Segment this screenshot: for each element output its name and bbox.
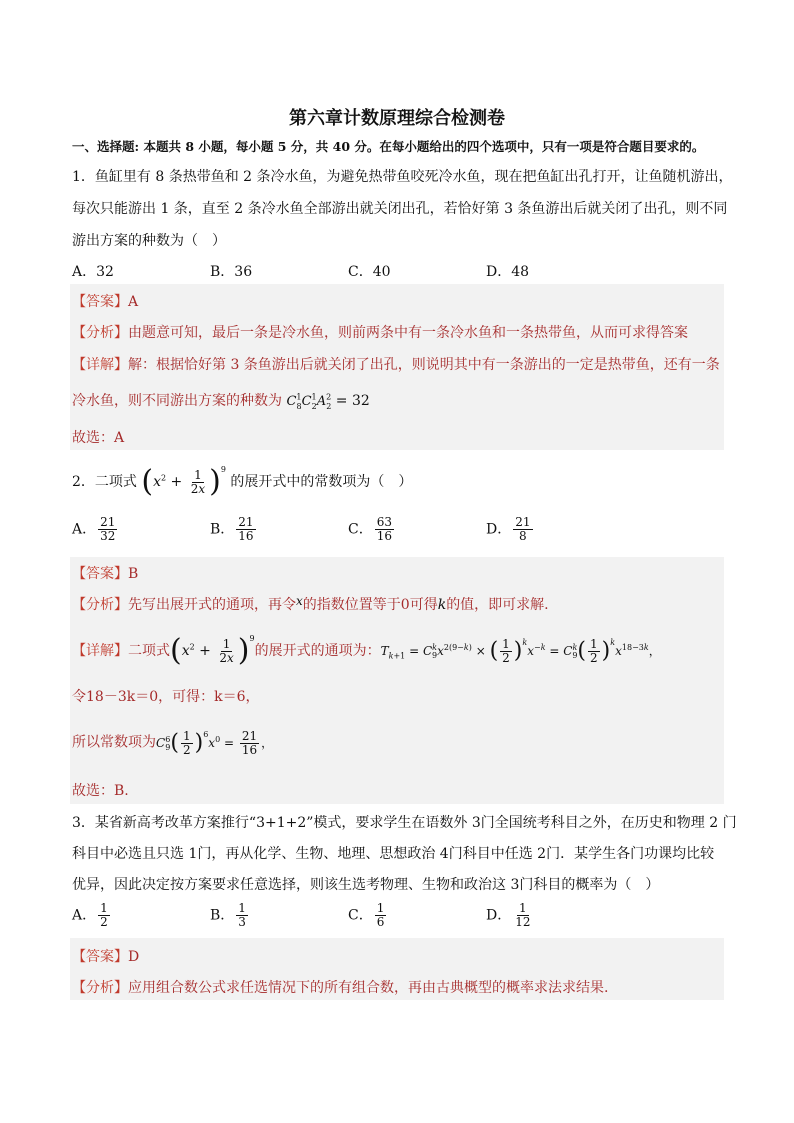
q3-option-a: A． $\frac{1}{2}$ xyxy=(72,901,108,929)
detail-tag: 【详解】 xyxy=(72,357,128,373)
combination-formula: $C^1_8C^1_2A^2_2$ xyxy=(286,392,332,411)
analysis-text: 先写出展开式的通项，再令 xyxy=(128,597,296,613)
q1-option-b: B．36 xyxy=(210,264,253,280)
q3-stem-line1: 3．某省新高考改革方案推行“3+1+2”模式，要求学生在语数外 3门全国统考科目之外，在历史和物理 2 门 xyxy=(72,815,737,831)
q2-suffix: 的展开式中的常数项为（ ） xyxy=(230,474,413,490)
q2-constant-term xyxy=(72,728,273,758)
analysis-text: 应用组合数公式求任选情况下的所有组合数，再由古典概型的概率求法求结果. xyxy=(128,980,609,996)
page-title: 第六章计数原理综合检测卷 xyxy=(289,108,505,129)
detail-text: 解：根据恰好第 3 条鱼游出后就关闭了出孔，则说明其中有一条游出的一定是热带鱼，还有一条 xyxy=(128,357,720,373)
answer-value: A xyxy=(128,294,139,310)
q2-option-b: B． $\frac{21}{16}$ xyxy=(210,515,254,543)
detail-text: 的展开式的通项为： xyxy=(254,643,381,659)
q2-option-a: A． $\frac{21}{32}$ xyxy=(72,515,116,543)
q1-answer xyxy=(72,291,138,311)
analysis-text: 由题意可知，最后一条是冷水鱼，则前两条中有一条冷水鱼和一条热带鱼，从而可求得答案 xyxy=(128,325,688,341)
answer-value: D xyxy=(128,949,140,965)
detail-text: 二项式 xyxy=(128,643,170,659)
q2-prefix: 2．二项式 xyxy=(72,474,137,490)
q2-stem xyxy=(72,465,412,497)
q1-stem-line3: 游出方案的种数为（ ） xyxy=(72,233,226,249)
q3-option-d: D． $\frac{1}{12}$ xyxy=(486,901,531,929)
general-term-formula: $T_{k+1} = C^k_9x^{2(9-k)}$ × ( $\frac{1}{2}$ )$^kx^{-k} = C^k_9$( $\frac{1}{2}$ )$^kx^{18-3k}$， xyxy=(380,637,661,665)
q1-stem-line2: 每次只能游出 1 条，直至 2 条冷水鱼全部游出就关闭出孔，若恰好第 3 条鱼游出后就关闭了出孔，则不同 xyxy=(72,201,728,217)
q1-stem-line1: 1．鱼缸里有 8 条热带鱼和 2 条冷水鱼，为避免热带鱼咬死冷水鱼，现在把鱼缸出孔打开，让鱼随机游出， xyxy=(72,169,733,185)
answer-tag: 【答案】 xyxy=(72,949,128,965)
q2-answer xyxy=(72,563,138,583)
q1-conclusion: 故选：A xyxy=(72,430,125,446)
analysis-tag: 【分析】 xyxy=(72,597,128,613)
q2-option-d: D． $\frac{21}{8}$ xyxy=(486,515,531,543)
formula-result: = 32 xyxy=(335,393,370,409)
q2-conclusion: 故选：B. xyxy=(72,783,129,799)
q1-analysis xyxy=(72,322,688,342)
analysis-tag: 【分析】 xyxy=(72,325,128,341)
analysis-tag: 【分析】 xyxy=(72,980,128,996)
answer-tag: 【答案】 xyxy=(72,294,128,310)
answer-tag: 【答案】 xyxy=(72,566,128,582)
answer-value: B xyxy=(128,566,139,582)
q2-analysis: 【分析】先写出展开式的通项，再令x的指数位置等于0可得k的值，即可求解. xyxy=(72,594,549,613)
q3-stem-line3: 优异，因此决定按方案要求任意选择，则该生选考物理、生物和政治这 3门科目的概率为（ ） xyxy=(72,877,660,893)
q1-option-c: C．40 xyxy=(348,264,391,280)
q2-solve-k: 令18－3k＝0，可得：k＝6， xyxy=(72,689,260,705)
q3-analysis xyxy=(72,977,608,997)
section-header: 一、选择题: 本题共 8 小题，每小题 5 分，共 40 分。在每小题给出的四个选项中，只有一项是符合题目要求的。 xyxy=(72,139,705,154)
q3-answer xyxy=(72,946,139,966)
constant-formula: $C^6_9$( $\frac{1}{2}$ )$^6x^0$ = $\frac{21}{16}$ ， xyxy=(156,728,274,757)
detail-tag: 【详解】 xyxy=(72,643,128,659)
binomial-expression: ($x^2$ + $\frac{1}{2x}$ )$^9$ xyxy=(141,464,226,499)
q1-detail-line2 xyxy=(72,390,370,411)
q1-detail-line1 xyxy=(72,354,720,374)
q1-option-d: D．48 xyxy=(486,264,530,280)
q3-stem-line2: 科目中必选且只选 1门，再从化学、生物、地理、思想政治 4门科目中任选 2门．某学生各门功课均比较 xyxy=(72,846,715,862)
detail-text: 所以常数项为 xyxy=(72,734,156,751)
q2-option-c: C． $\frac{63}{16}$ xyxy=(348,515,392,543)
q2-detail xyxy=(72,634,661,667)
q3-option-b: B． $\frac{1}{3}$ xyxy=(210,901,246,929)
binomial-expression: ($x^2$ + $\frac{1}{2x}$ )$^9$ xyxy=(170,633,255,668)
analysis-text: 的指数位置等于0可得 xyxy=(302,597,438,613)
analysis-text: 的值，即可求解. xyxy=(446,597,549,613)
detail-text: 冷水鱼，则不同游出方案的种数为 xyxy=(72,393,282,409)
q1-option-a: A．32 xyxy=(72,264,114,280)
q3-option-c: C． $\frac{1}{6}$ xyxy=(348,901,385,929)
